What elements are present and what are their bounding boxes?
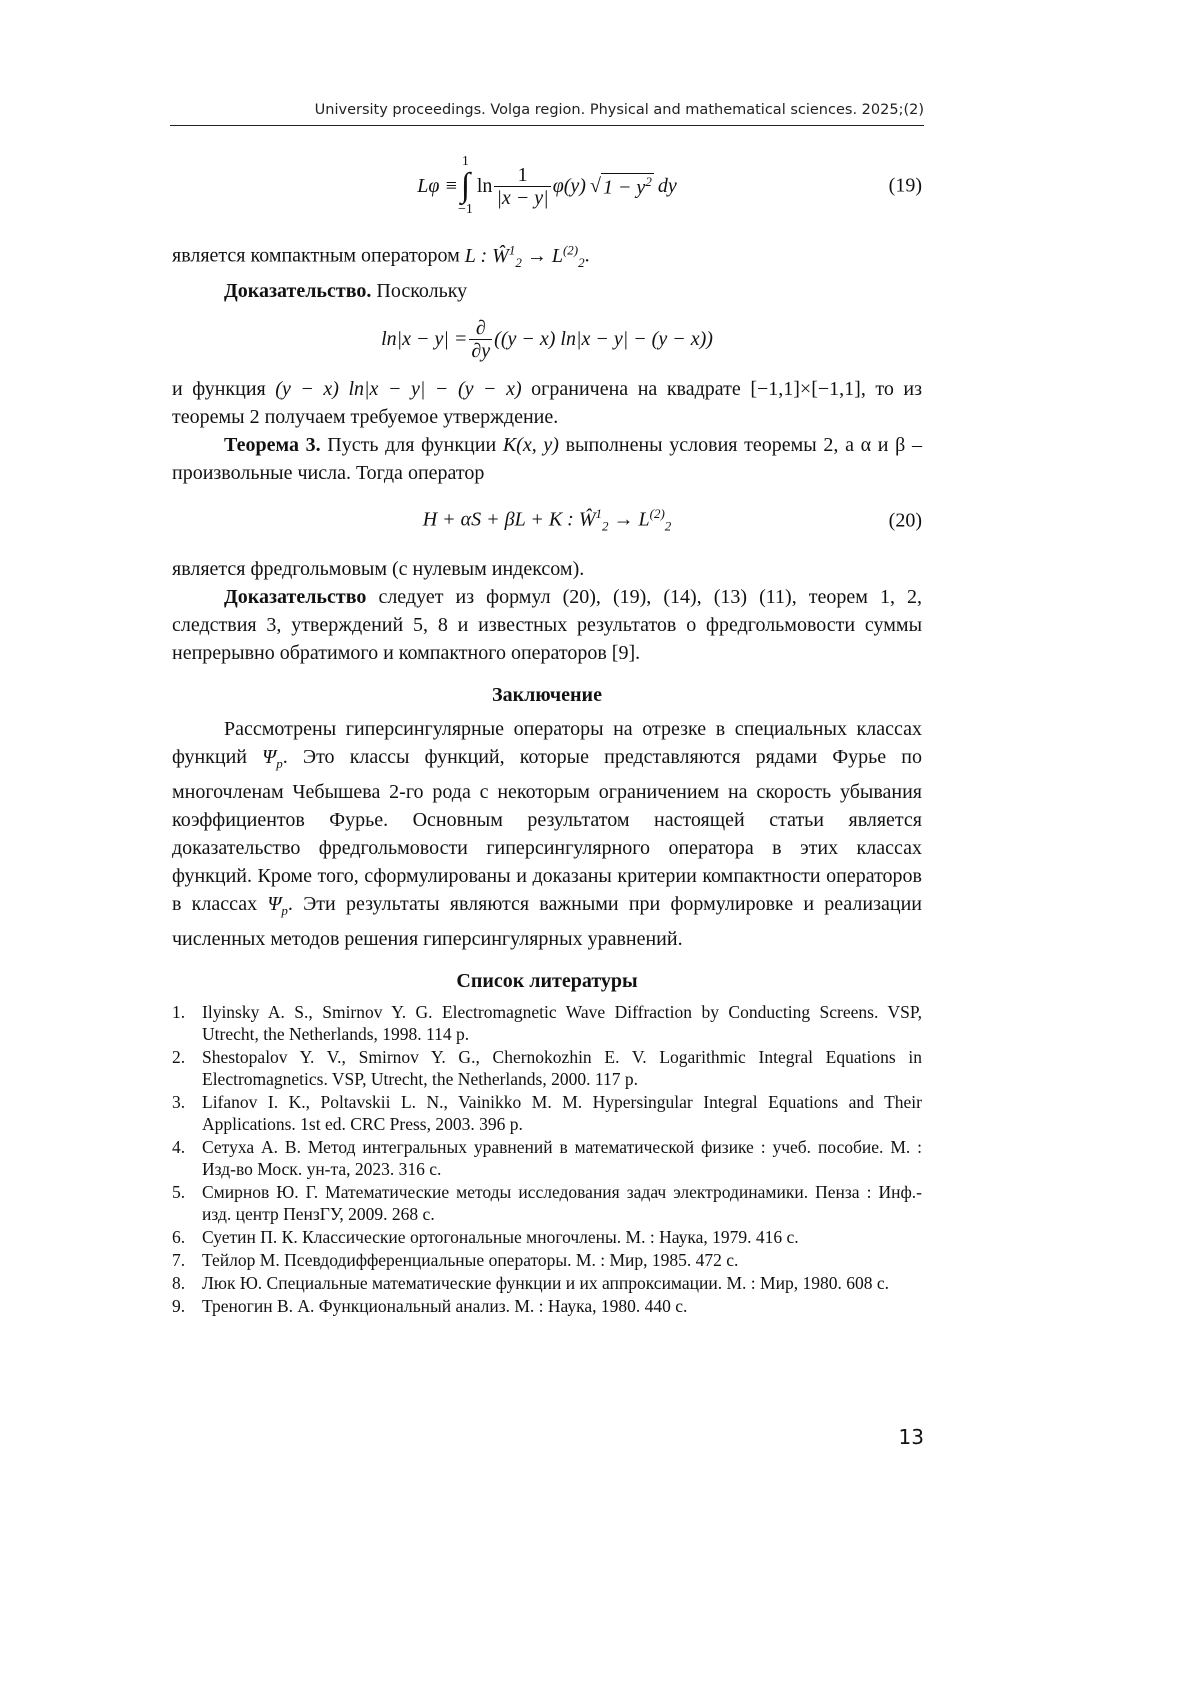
reference-item bbox=[172, 1181, 922, 1225]
eq19-phi: φ(y) bbox=[552, 174, 586, 197]
reference-item bbox=[172, 1001, 922, 1045]
eq20-l-sub: 2 bbox=[664, 518, 672, 534]
paragraph-fredholm: является фредгольмовым (с нулевым индексом). bbox=[172, 557, 585, 580]
reference-item bbox=[172, 1226, 922, 1248]
reference-number: 7. bbox=[172, 1249, 186, 1270]
eq19-int-symbol: ∫ bbox=[460, 167, 471, 204]
eq19-int-lower: −1 bbox=[457, 202, 473, 217]
eqln-frac-num: ∂ bbox=[475, 317, 486, 340]
reference-item bbox=[172, 1046, 922, 1090]
reference-item bbox=[172, 1091, 922, 1135]
reference-text: Lifanov I. K., Poltavskii L. N., Vainikko M. M. Hypersingular Integral Equations and Their Applications. 1st ed. CRC Press, 2003. 396 p. bbox=[202, 1091, 922, 1134]
para1-l-sup: (2) bbox=[562, 242, 579, 257]
eq19-sqrt-text: 1 − y bbox=[602, 176, 646, 199]
eqln-lhs: ln|x − y| = bbox=[381, 328, 468, 351]
header-rule bbox=[170, 125, 924, 126]
theorem3-alpha: α bbox=[860, 433, 872, 456]
reference-number: 8. bbox=[172, 1272, 186, 1293]
para1-operator bbox=[464, 242, 585, 270]
reference-text: Смирнов Ю. Г. Математические методы исследования задач электродинамики. Пенза : Инф.-изд. центр ПензГУ, 2009. 268 с. bbox=[202, 1181, 922, 1224]
eq20-w-sup: 1 bbox=[595, 506, 602, 522]
reference-text: Люк Ю. Специальные математические функции и их аппроксимации. М. : Мир, 1980. 608 с. bbox=[202, 1272, 889, 1293]
eqln-fraction bbox=[469, 317, 492, 362]
psi-symbol-1: Ψ bbox=[262, 745, 277, 768]
psi-sub-1: p bbox=[276, 755, 283, 771]
eq20-number: (20) bbox=[888, 509, 922, 532]
reference-number: 5. bbox=[172, 1181, 186, 1202]
reference-item bbox=[172, 1295, 922, 1317]
eq19-ln: ln bbox=[476, 174, 493, 197]
references-title: Список литературы bbox=[456, 969, 638, 992]
reference-text: Сетуха А. В. Метод интегральных уравнений в математической физике : учеб. пособие. М. : Изд-во Моск. ун-та, 2023. 316 с. bbox=[202, 1136, 922, 1179]
paragraph-function-bounded bbox=[172, 375, 922, 431]
page-body bbox=[172, 140, 922, 1318]
reference-number: 6. bbox=[172, 1226, 186, 1247]
conclusion-t1: Рассмотрены гиперсингулярные операторы на отрезке в специальных классах функций bbox=[172, 717, 922, 768]
theorem3-m1: K(x, y) bbox=[502, 433, 559, 456]
reference-text: Shestopalov Y. V., Smirnov Y. G., Chernokozhin E. V. Logarithmic Integral Equations in Electromagnetics. VSP, Utrecht, the Netherlands, 2000. 117 p. bbox=[202, 1046, 922, 1089]
reference-item bbox=[172, 1136, 922, 1180]
theorem-3 bbox=[172, 431, 922, 487]
para1-l-sub: 2 bbox=[578, 254, 585, 270]
reference-text: Тейлор М. Псевдодифференциальные операторы. М. : Мир, 1985. 472 с. bbox=[202, 1249, 739, 1270]
eq19-dy: dy bbox=[657, 174, 677, 197]
page-number: 13 bbox=[898, 1425, 924, 1449]
para1-op-sup: 1 bbox=[508, 242, 516, 257]
reference-item bbox=[172, 1249, 922, 1271]
theorem3-beta: β bbox=[895, 433, 906, 456]
reference-text: Треногин В. А. Функциональный анализ. М. : Наука, 1980. 440 с. bbox=[202, 1295, 688, 1316]
para1-op: L : Ŵ bbox=[464, 244, 509, 267]
conclusion-title: Заключение bbox=[492, 683, 602, 706]
para2-t1: и функция bbox=[172, 377, 266, 400]
eq19-sqrt-body bbox=[601, 173, 654, 200]
theorem3-t1: Пусть для функции bbox=[327, 433, 497, 456]
para2-t2: ограничена на квадрате bbox=[531, 377, 741, 400]
theorem3-and: и bbox=[877, 433, 889, 456]
para2-m1: (y − x) ln|x − y| − (y − x) bbox=[275, 377, 522, 400]
eqln-frac-den: ∂y bbox=[471, 340, 491, 363]
reference-number: 3. bbox=[172, 1091, 186, 1112]
eq19-frac-den: |x − y| bbox=[496, 186, 549, 209]
reference-number: 2. bbox=[172, 1046, 186, 1067]
eq19-sqrt-power: 2 bbox=[645, 173, 652, 189]
equation-19 bbox=[172, 140, 922, 232]
references-list bbox=[172, 1001, 922, 1317]
eq19-integral bbox=[458, 155, 473, 217]
eq20-arrow: → L bbox=[613, 508, 650, 531]
eq19-number: (19) bbox=[888, 174, 922, 197]
eq20-body: H + αS + βL + K : Ŵ bbox=[422, 508, 596, 531]
proof-1 bbox=[172, 277, 922, 305]
conclusion-t3: . Эти результаты являются важными при формулировке и реализации численных методов решения гиперсингулярных уравнений. bbox=[172, 892, 922, 950]
reference-number: 9. bbox=[172, 1295, 186, 1316]
paragraph-compact-operator bbox=[172, 236, 922, 277]
theorem3-t2: выполнены условия теоремы 2, а bbox=[565, 433, 854, 456]
equation-ln bbox=[172, 305, 922, 375]
running-header: University proceedings. Volga region. Physical and mathematical sciences. 2025;(2) bbox=[314, 102, 924, 118]
theorem3-label: Теорема 3. bbox=[224, 433, 321, 456]
psi-sub-2: p bbox=[281, 902, 288, 918]
eq19-frac-num: 1 bbox=[517, 163, 528, 186]
proof1-text: Поскольку bbox=[376, 279, 468, 302]
para1-end: . bbox=[584, 244, 590, 267]
para2-m2: [−1,1]×[−1,1] bbox=[750, 377, 861, 400]
conclusion-psi-2 bbox=[267, 892, 288, 918]
reference-number: 4. bbox=[172, 1136, 186, 1157]
theorem3-t3: – произвольные числа. Тогда оператор bbox=[172, 433, 923, 484]
para1-op-sub: 2 bbox=[515, 254, 522, 270]
proof1-label: Доказательство. bbox=[224, 279, 372, 302]
proof2-text: следует из формул (20), (19), (14), (13) (11), теорем 1, 2, следствия 3, утверждений 5, 8 и известных результатов о фредгольмовости суммы непрерывно обратимого и компактного операторов [9]. bbox=[172, 585, 923, 664]
proof-2 bbox=[172, 583, 922, 667]
conclusion-paragraph bbox=[172, 715, 922, 953]
eq19-fraction bbox=[494, 164, 550, 209]
eq20-expression bbox=[423, 506, 672, 535]
eqln-rhs: ((y − x) ln|x − y| − (y − x)) bbox=[494, 328, 713, 351]
conclusion-t2: . Это классы функций, которые представляются рядами Фурье по многочленам Чебышева 2-го рода с некоторым ограничением на скорость убывания коэффициентов Фурье. Основным результатом настоящей статьи является доказательство фредгольмовости гиперсингулярного оператора в этих классах функций. Кроме того, сформулированы и доказаны критерии компактности операторов в классах bbox=[172, 745, 923, 915]
eq19-int-upper: 1 bbox=[461, 154, 469, 169]
eq20-l-sup: (2) bbox=[649, 506, 665, 522]
equation-20 bbox=[172, 487, 922, 555]
eq19-sqrt-symbol: √ bbox=[589, 174, 601, 197]
para2-t3: , то из теоремы 2 получаем требуемое утверждение. bbox=[172, 377, 922, 428]
psi-symbol-2: Ψ bbox=[267, 892, 282, 915]
proof2-label: Доказательство bbox=[224, 585, 367, 608]
reference-number: 1. bbox=[172, 1001, 186, 1022]
para1-text: является компактным оператором bbox=[172, 244, 460, 267]
reference-text: Ilyinsky A. S., Smirnov Y. G. Electromagnetic Wave Diffraction by Conducting Screens. VSP, Utrecht, the Netherlands, 1998. 114 p. bbox=[202, 1001, 922, 1044]
para1-arrow: → L bbox=[526, 244, 563, 267]
eq20-w-sub: 2 bbox=[602, 518, 609, 534]
reference-text: Суетин П. К. Классические ортогональные многочлены. М. : Наука, 1979. 416 с. bbox=[202, 1226, 799, 1247]
eq19-lhs: Lφ ≡ bbox=[417, 174, 458, 197]
reference-item bbox=[172, 1272, 922, 1294]
conclusion-psi-1 bbox=[262, 745, 283, 771]
